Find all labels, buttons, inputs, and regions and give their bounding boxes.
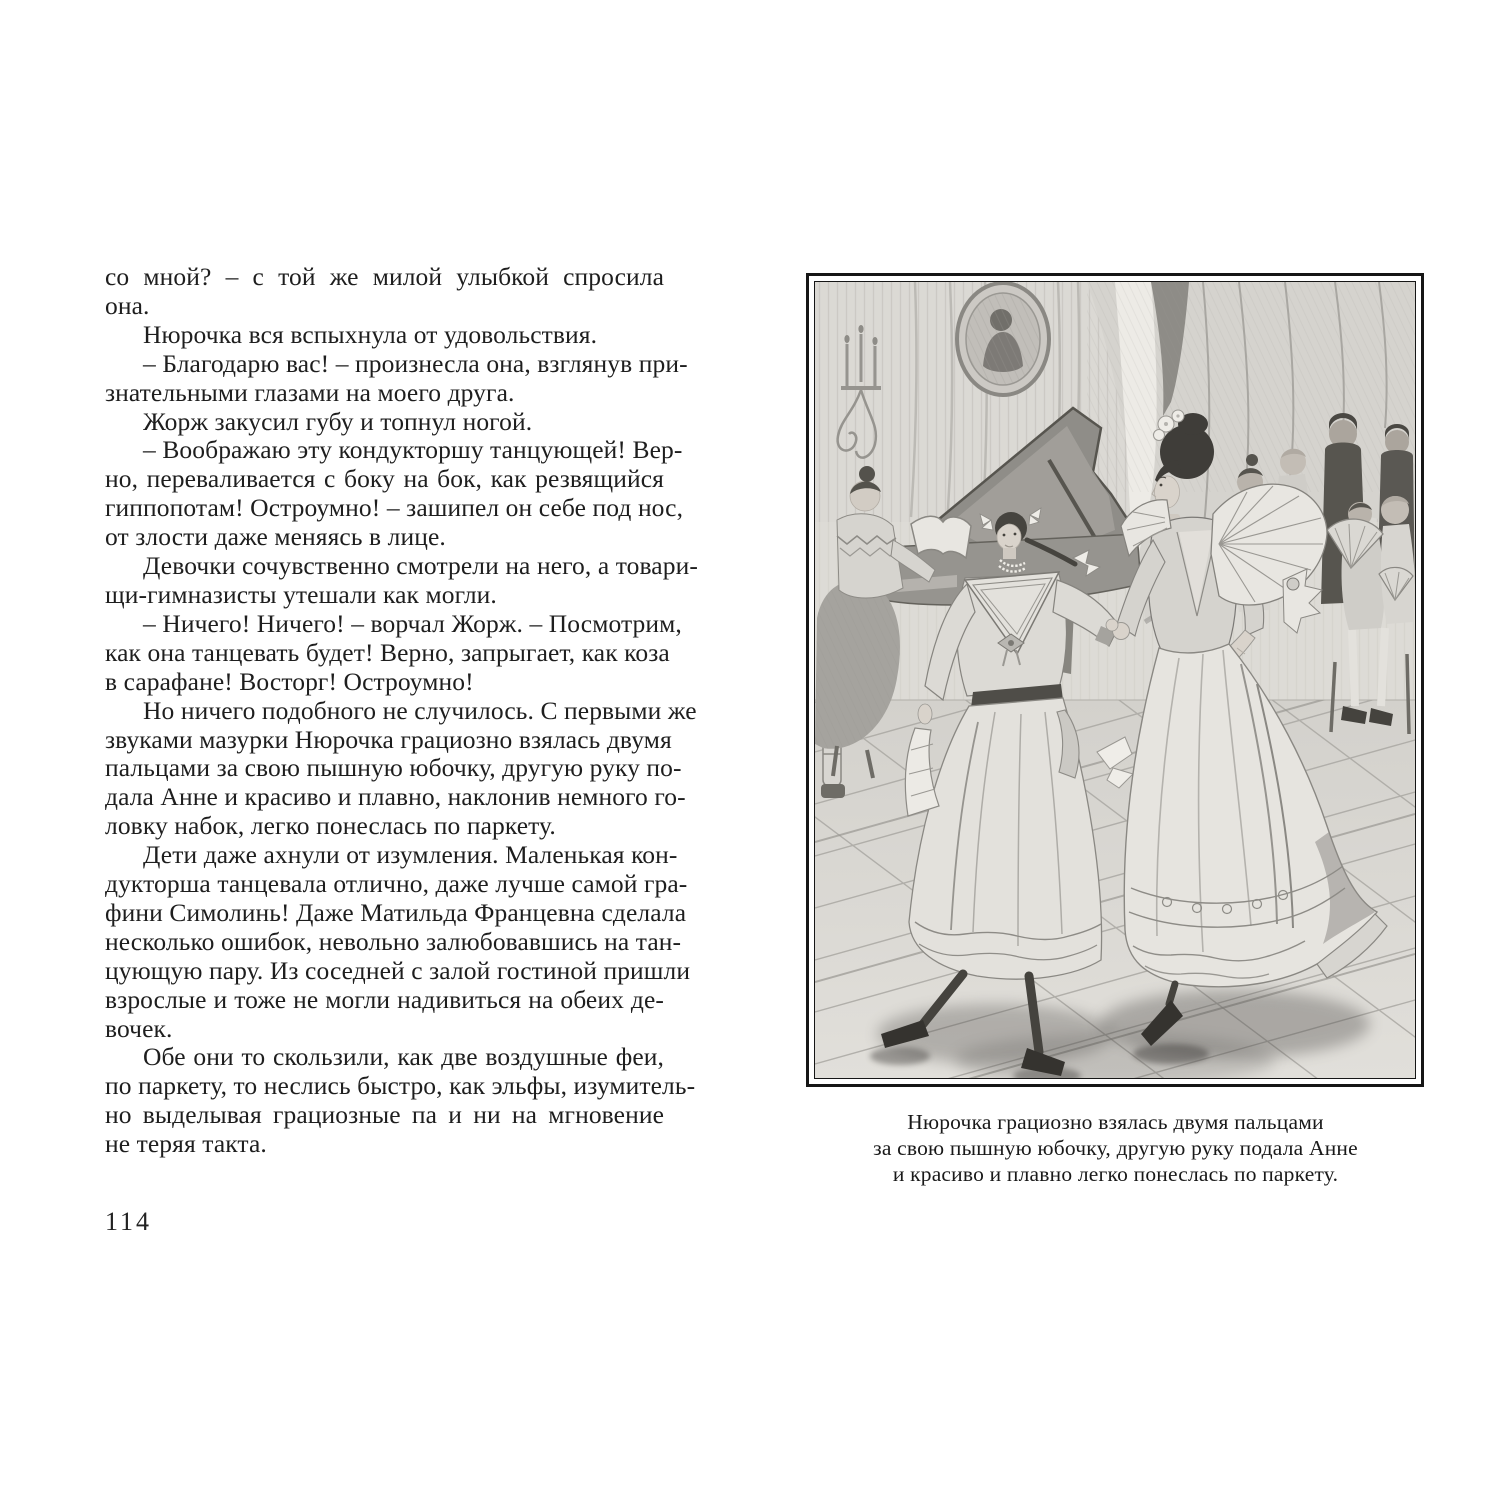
paragraph — [105, 695, 697, 842]
text-line: знательными глазами на моего друга. — [105, 377, 515, 407]
text-line: дала Анне и красиво и плавно, наклонив немного го- — [105, 782, 686, 812]
text-line: Девочки сочувственно смотрели на него, а товари- — [143, 551, 698, 581]
illustration-inner-frame — [814, 281, 1416, 1079]
text-line: взрослые и тоже не могли надивиться на обеих де- — [105, 984, 664, 1014]
wall-portrait — [957, 283, 1049, 395]
text-line: как она танцевать будет! Верно, запрыгает, как коза — [105, 637, 670, 667]
paragraph — [105, 608, 682, 697]
ballroom-dance-illustration — [815, 282, 1415, 1078]
text-line: – Ничего! Ничего! – ворчал Жорж. – Посмотрим, — [143, 608, 682, 638]
text-line: не теряя такта. — [105, 1129, 267, 1159]
text-line: но, переваливается с боку на бок, как резвящийся — [105, 464, 664, 494]
text-line: Нюрочка вся вспыхнула от удовольствия. — [143, 319, 598, 349]
text-line: гиппопотам! Остроумно! – зашипел он себе под нос, — [105, 493, 684, 523]
text-line: Дети даже ахнули от изумления. Маленькая кон- — [143, 840, 678, 870]
illustration-caption — [806, 1109, 1425, 1187]
paragraph — [105, 551, 698, 610]
paragraph — [105, 435, 684, 552]
paragraph — [105, 348, 688, 408]
text-line: Но ничего подобного не случилось. С первыми же — [143, 695, 697, 725]
text-line: – Воображаю эту кондукторшу танцующей! Вер- — [143, 435, 683, 465]
paragraph — [105, 263, 664, 321]
text-line: несколько ошибок, невольно залюбовавшись на тан- — [105, 926, 682, 956]
text-line: цующую пару. Из соседней с залой гостиной пришли — [105, 955, 691, 985]
text-line: она. — [105, 290, 150, 320]
text-line: Обе они то скользили, как две воздушные феи, — [143, 1042, 664, 1072]
text-line: вочек. — [105, 1013, 173, 1043]
text-line: но выделывая грациозные па и ни на мгновение — [105, 1100, 664, 1130]
text-line: по паркету, то неслись быстро, как эльфы, изумитель- — [105, 1071, 696, 1101]
illustration-frame — [806, 273, 1424, 1087]
caption-line: за свою пышную юбочку, другую руку подала Анне — [873, 1136, 1358, 1160]
paragraph — [105, 1042, 696, 1159]
text-line: щи-гимназисты утешали как могли. — [105, 579, 497, 609]
text-line: ловку набок, легко понеслась по паркету. — [105, 811, 556, 841]
text-line: Жорж закусил губу и топнул ногой. — [143, 406, 533, 436]
text-line: в сарафане! Восторг! Остроумно! — [105, 666, 474, 696]
paragraph — [105, 408, 664, 437]
text-line: фини Симолинь! Даже Матильда Францевна сделала — [105, 897, 687, 927]
page-number: 114 — [105, 1207, 153, 1236]
text-line: пальцами за свою пышную юбочку, другую руку по- — [105, 753, 682, 783]
text-line: дукторша танцевала отлично, даже лучше самой гра- — [105, 869, 688, 899]
text-line: – Благодарю вас! – произнесла она, взглянув при- — [143, 348, 688, 378]
text-line: со мной? – с той же милой улыбкой спросила — [105, 262, 664, 291]
left-page-text — [105, 262, 698, 1159]
paragraph — [105, 321, 664, 350]
text-line: звуками мазурки Нюрочка грациозно взялась двумя — [105, 724, 672, 754]
right-page-figure — [806, 273, 1425, 1187]
text-line: от злости даже меняясь в лице. — [105, 522, 446, 552]
paragraph — [105, 840, 691, 1043]
caption-line: и красиво и плавно легко понеслась по паркету. — [892, 1162, 1339, 1186]
caption-line: Нюрочка грациозно взялась двумя пальцами — [907, 1110, 1324, 1134]
